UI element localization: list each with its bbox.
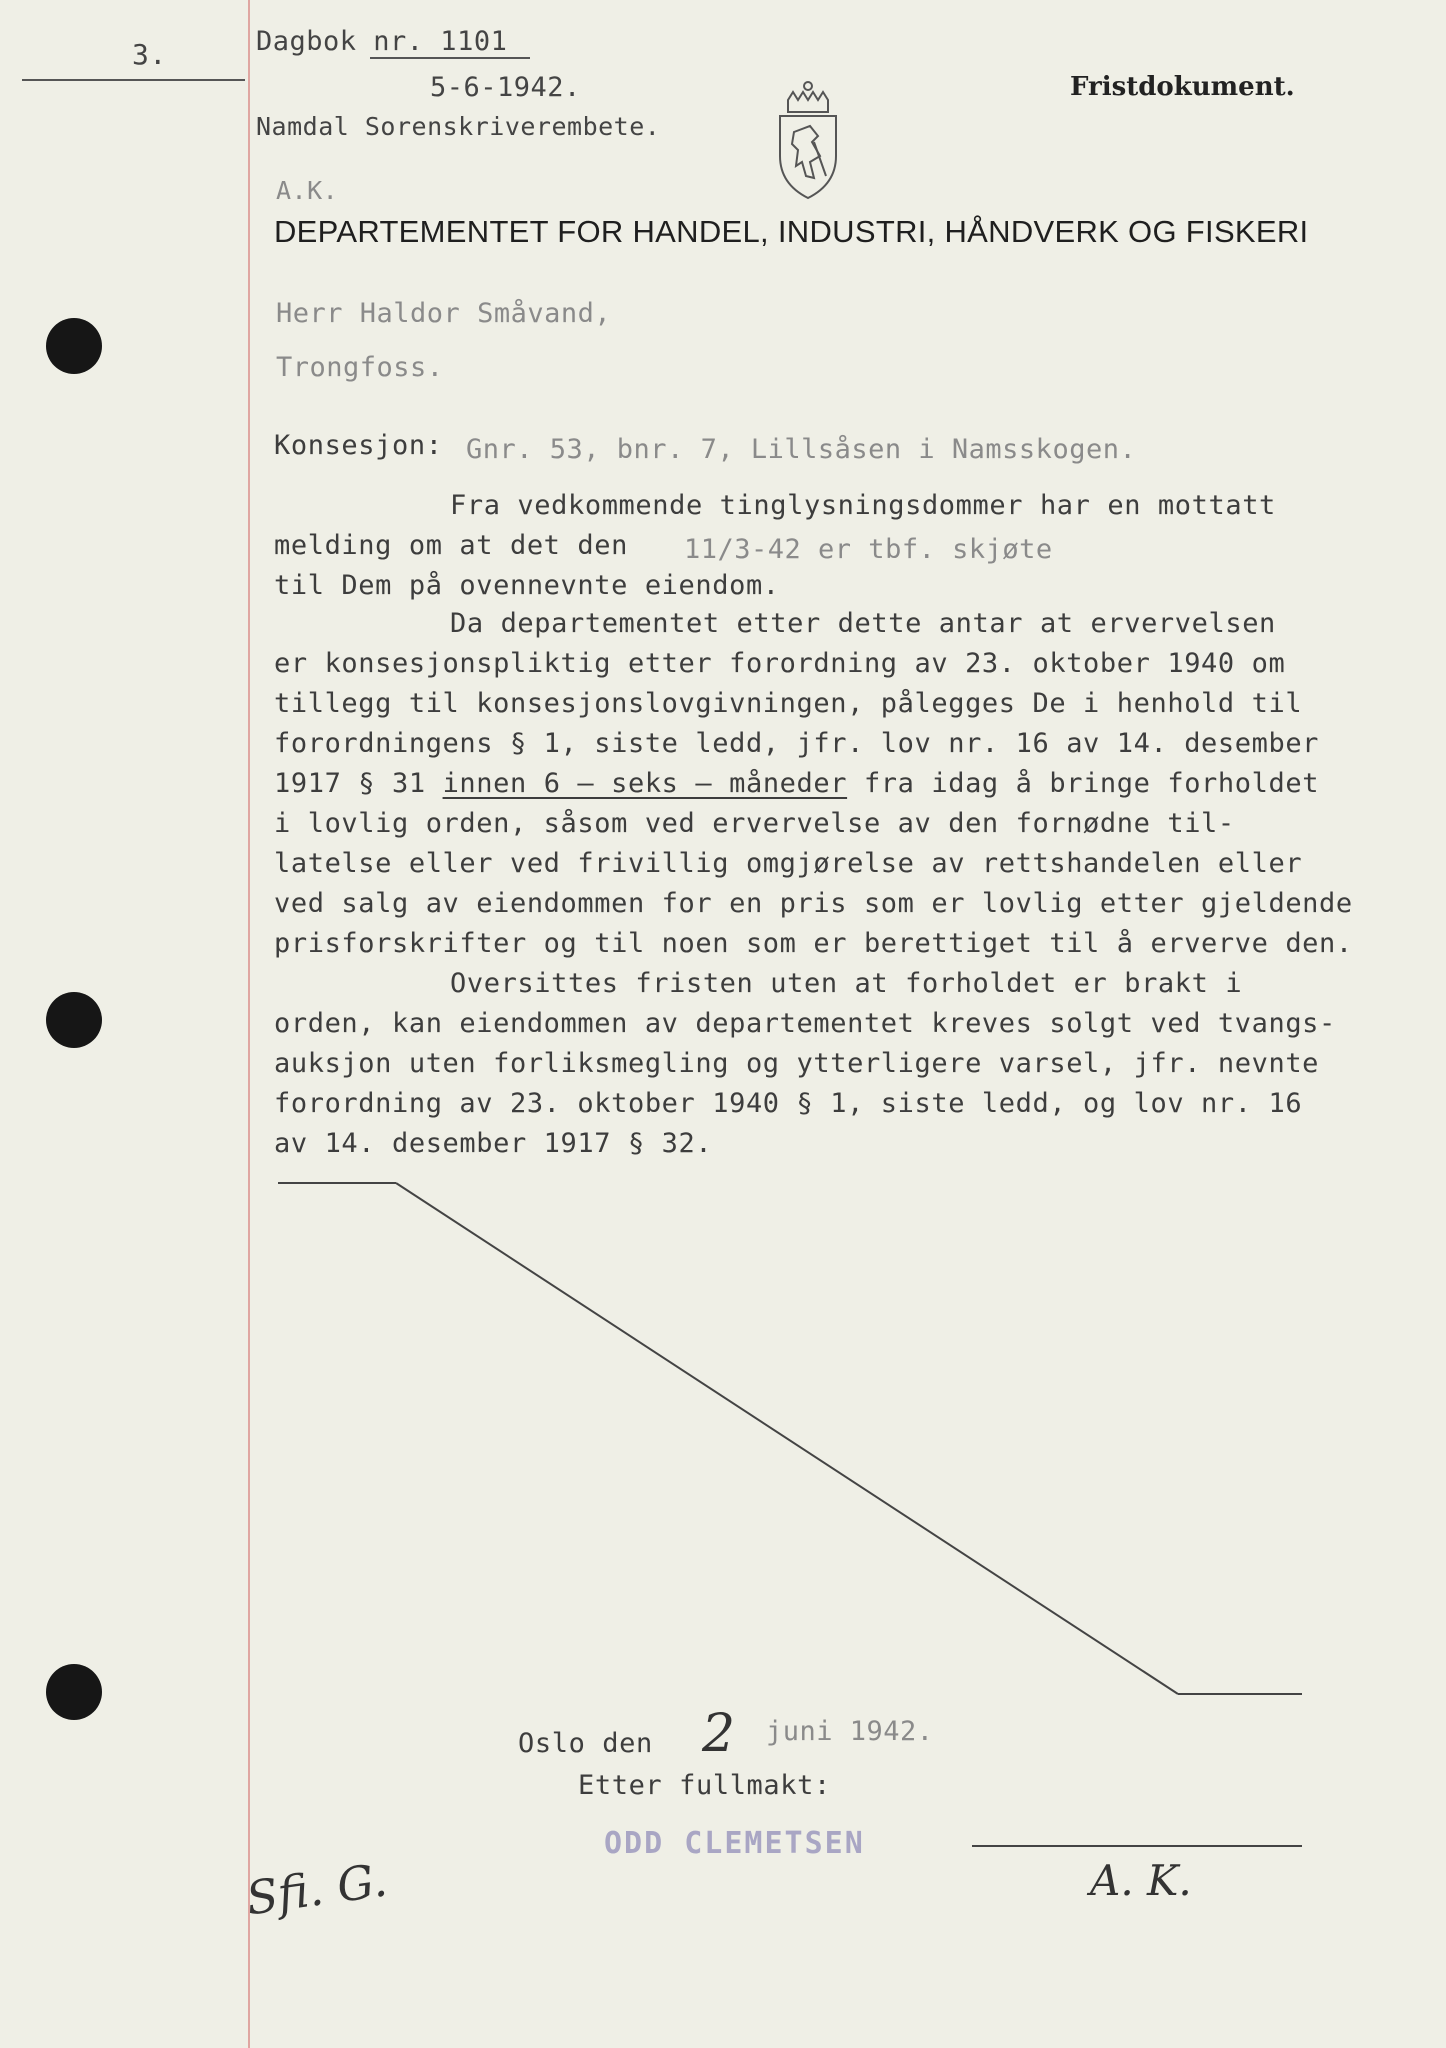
- paragraph-2-line-5c: fra idag å bringe forholdet: [847, 768, 1320, 799]
- paragraph-2-line-5a: 1917 § 31: [274, 768, 443, 799]
- left-signature-initials: Sfi. G.: [242, 1852, 391, 1926]
- authority-line: Etter fullmakt:: [578, 1770, 831, 1801]
- paragraph-3-line-5: av 14. desember 1917 § 32.: [274, 1128, 713, 1159]
- right-signature-initials: A. K.: [1090, 1856, 1192, 1905]
- paragraph-2-line-3: tillegg til konsesjonslovgivningen, pålegges De i henhold til: [274, 688, 1303, 719]
- subject-value: Gnr. 53, bnr. 7, Lillsåsen i Namsskogen.: [466, 434, 1137, 465]
- paragraph-3-line-4: forordning av 23. oktober 1940 § 1, siste ledd, og lov nr. 16: [274, 1088, 1303, 1119]
- paragraph-1-line-2a: melding om at det den: [274, 530, 628, 561]
- paragraph-2-line-8: ved salg av eiendommen for en pris som er lovlig etter gjeldende: [274, 888, 1353, 919]
- closing-place: Oslo den: [518, 1728, 653, 1759]
- paragraph-2-line-5: [274, 768, 1319, 799]
- paragraph-1-line-3: til Dem på ovennevnte eiendom.: [274, 570, 780, 601]
- paragraph-2-line-9: prisforskrifter og til noen som er berettiget til å erverve den.: [274, 928, 1353, 959]
- paragraph-2-line-2: er konsesjonspliktig etter forordning av 23. oktober 1940 om: [274, 648, 1286, 679]
- recipient-name: Herr Haldor Småvand,: [276, 298, 612, 329]
- paragraph-1-line-1: Fra vedkommende tinglysningsdommer har en mottatt: [450, 490, 1276, 521]
- department-heading: DEPARTEMENTET FOR HANDEL, INDUSTRI, HÅNDVERK OG FISKERI: [274, 214, 1309, 249]
- paragraph-3-line-3: auksjon uten forliksmegling og ytterligere varsel, jfr. nevnte: [274, 1048, 1320, 1079]
- recipient-place: Trongfoss.: [276, 352, 444, 383]
- paragraph-1-line-2b: 11/3-42 er tbf. skjøte: [684, 534, 1053, 565]
- deadline-phrase: innen 6 – seks – måneder: [442, 768, 848, 799]
- initials-ak: A.K.: [276, 176, 339, 205]
- paragraph-2-line-1: Da departementet etter dette antar at ervervelsen: [450, 608, 1276, 639]
- paragraph-3-line-1: Oversittes fristen uten at forholdet er brakt i: [450, 968, 1243, 999]
- closing-day: 2: [702, 1704, 736, 1764]
- dagbok-number: Dagbok nr. 1101: [256, 26, 508, 57]
- office-name: Namdal Sorenskriverembete.: [256, 112, 661, 141]
- date-stamp: 5-6-1942.: [430, 72, 581, 103]
- closing-month-year: juni 1942.: [766, 1716, 934, 1747]
- paragraph-3-line-2: orden, kan eiendommen av departementet kreves solgt ved tvangs-: [274, 1008, 1336, 1039]
- paragraph-2-line-4: forordningens § 1, siste ledd, jfr. lov nr. 16 av 14. desember: [274, 728, 1320, 759]
- subject-label: Konsesjon:: [274, 430, 443, 461]
- paragraph-2-line-7: latelse eller ved frivillig omgjørelse av rettshandelen eller: [274, 848, 1303, 879]
- paragraph-2-line-6: i lovlig orden, såsom ved ervervelse av den fornødne til-: [274, 808, 1235, 839]
- document-type: Fristdokument.: [1070, 72, 1295, 102]
- corner-number: 3.: [132, 38, 167, 71]
- stamped-name: ODD CLEMETSEN: [604, 1826, 865, 1861]
